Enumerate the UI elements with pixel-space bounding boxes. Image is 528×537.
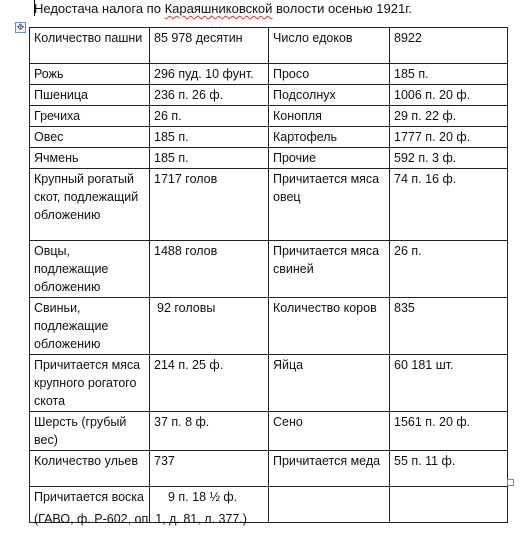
- table-cell[interactable]: Рожь: [30, 64, 150, 85]
- table-cell[interactable]: 737: [150, 451, 269, 487]
- title-misspelled-word[interactable]: Караяшниковской: [164, 1, 273, 16]
- table-cell[interactable]: Количество коров: [269, 298, 390, 355]
- table-cell[interactable]: 185 п.: [150, 148, 269, 169]
- table-row: [30, 127, 508, 148]
- table-cell[interactable]: 37 п. 8 ф.: [150, 412, 269, 451]
- table-cell[interactable]: Крупный рогатый скот, подлежащий обложению: [30, 169, 150, 241]
- table-move-handle-icon[interactable]: ✥: [16, 22, 25, 32]
- table-cell[interactable]: 9 п. 18 ½ ф.: [150, 487, 269, 523]
- table-cell[interactable]: [269, 487, 390, 523]
- table-row: [30, 241, 508, 298]
- table-cell[interactable]: Пшеница: [30, 85, 150, 106]
- table-cell[interactable]: 92 головы: [150, 298, 269, 355]
- table-cell[interactable]: Сено: [269, 412, 390, 451]
- table-row: [30, 106, 508, 127]
- table-cell[interactable]: Причитается мяса крупного рогатого скота: [30, 355, 150, 412]
- table-cell[interactable]: 26 п.: [390, 241, 508, 298]
- table-cell[interactable]: Прочие: [269, 148, 390, 169]
- table-cell[interactable]: Подсолнух: [269, 85, 390, 106]
- title-prefix: Недостача налога по: [34, 1, 165, 16]
- table-cell[interactable]: Причитается воска: [30, 487, 150, 523]
- table-cell[interactable]: 85 978 десятин: [150, 28, 269, 64]
- table-cell[interactable]: 1561 п. 20 ф.: [390, 412, 508, 451]
- table-cell[interactable]: Количество ульев: [30, 451, 150, 487]
- table-cell[interactable]: Яйца: [269, 355, 390, 412]
- table-cell[interactable]: Причитается мяса овец: [269, 169, 390, 241]
- table-cell[interactable]: Причитается меда: [269, 451, 390, 487]
- table-cell[interactable]: Гречиха: [30, 106, 150, 127]
- table-cell[interactable]: Ячмень: [30, 148, 150, 169]
- table-cell[interactable]: 74 п. 16 ф.: [390, 169, 508, 241]
- table-row: [30, 64, 508, 85]
- table-cell[interactable]: Овцы, подлежащие обложению: [30, 241, 150, 298]
- table-cell[interactable]: 236 п. 26 ф.: [150, 85, 269, 106]
- table-cell[interactable]: 1777 п. 20 ф.: [390, 127, 508, 148]
- table-cell[interactable]: [390, 487, 508, 523]
- table-cell[interactable]: 185 п.: [390, 64, 508, 85]
- table-cell[interactable]: 29 п. 22 ф.: [390, 106, 508, 127]
- table-cell[interactable]: Овес: [30, 127, 150, 148]
- table-row: [30, 85, 508, 106]
- table-cell[interactable]: 1717 голов: [150, 169, 269, 241]
- table-cell[interactable]: Шерсть (грубый вес): [30, 412, 150, 451]
- table-cell[interactable]: Картофель: [269, 127, 390, 148]
- table-row: [30, 148, 508, 169]
- table-cell[interactable]: Причитается мяса свиней: [269, 241, 390, 298]
- table-cell[interactable]: Конопля: [269, 106, 390, 127]
- table-cell[interactable]: 185 п.: [150, 127, 269, 148]
- table-row: [30, 169, 508, 241]
- table-row: [30, 451, 508, 487]
- tax-shortfall-table: [29, 27, 508, 523]
- table-cell[interactable]: Просо: [269, 64, 390, 85]
- table-cell[interactable]: 214 п. 25 ф.: [150, 355, 269, 412]
- table-row: [30, 298, 508, 355]
- table-row: [30, 355, 508, 412]
- table-cell[interactable]: 592 п. 3 ф.: [390, 148, 508, 169]
- table-cell[interactable]: 1006 п. 20 ф.: [390, 85, 508, 106]
- table-row: [30, 28, 508, 64]
- table-cell[interactable]: Свиньи, подлежащие обложению: [30, 298, 150, 355]
- title-suffix: волости осенью 1921г.: [272, 1, 412, 16]
- table-cell[interactable]: 8922: [390, 28, 508, 64]
- table-cell[interactable]: 835: [390, 298, 508, 355]
- table-row: [30, 412, 508, 451]
- table-cell[interactable]: 55 п. 11 ф.: [390, 451, 508, 487]
- table-cell[interactable]: Количество пашни: [30, 28, 150, 64]
- table-cell[interactable]: 296 пуд. 10 фунт.: [150, 64, 269, 85]
- table-cell[interactable]: 1488 голов: [150, 241, 269, 298]
- table-cell[interactable]: Число едоков: [269, 28, 390, 64]
- document-title: [34, 1, 412, 17]
- table-resize-handle[interactable]: [507, 479, 514, 486]
- table-cell[interactable]: 26 п.: [150, 106, 269, 127]
- table-cell[interactable]: 60 181 шт.: [390, 355, 508, 412]
- archive-source-reference: (ГАВО, ф. Р-602, оп. 1, д. 81, л. 377.): [34, 512, 247, 526]
